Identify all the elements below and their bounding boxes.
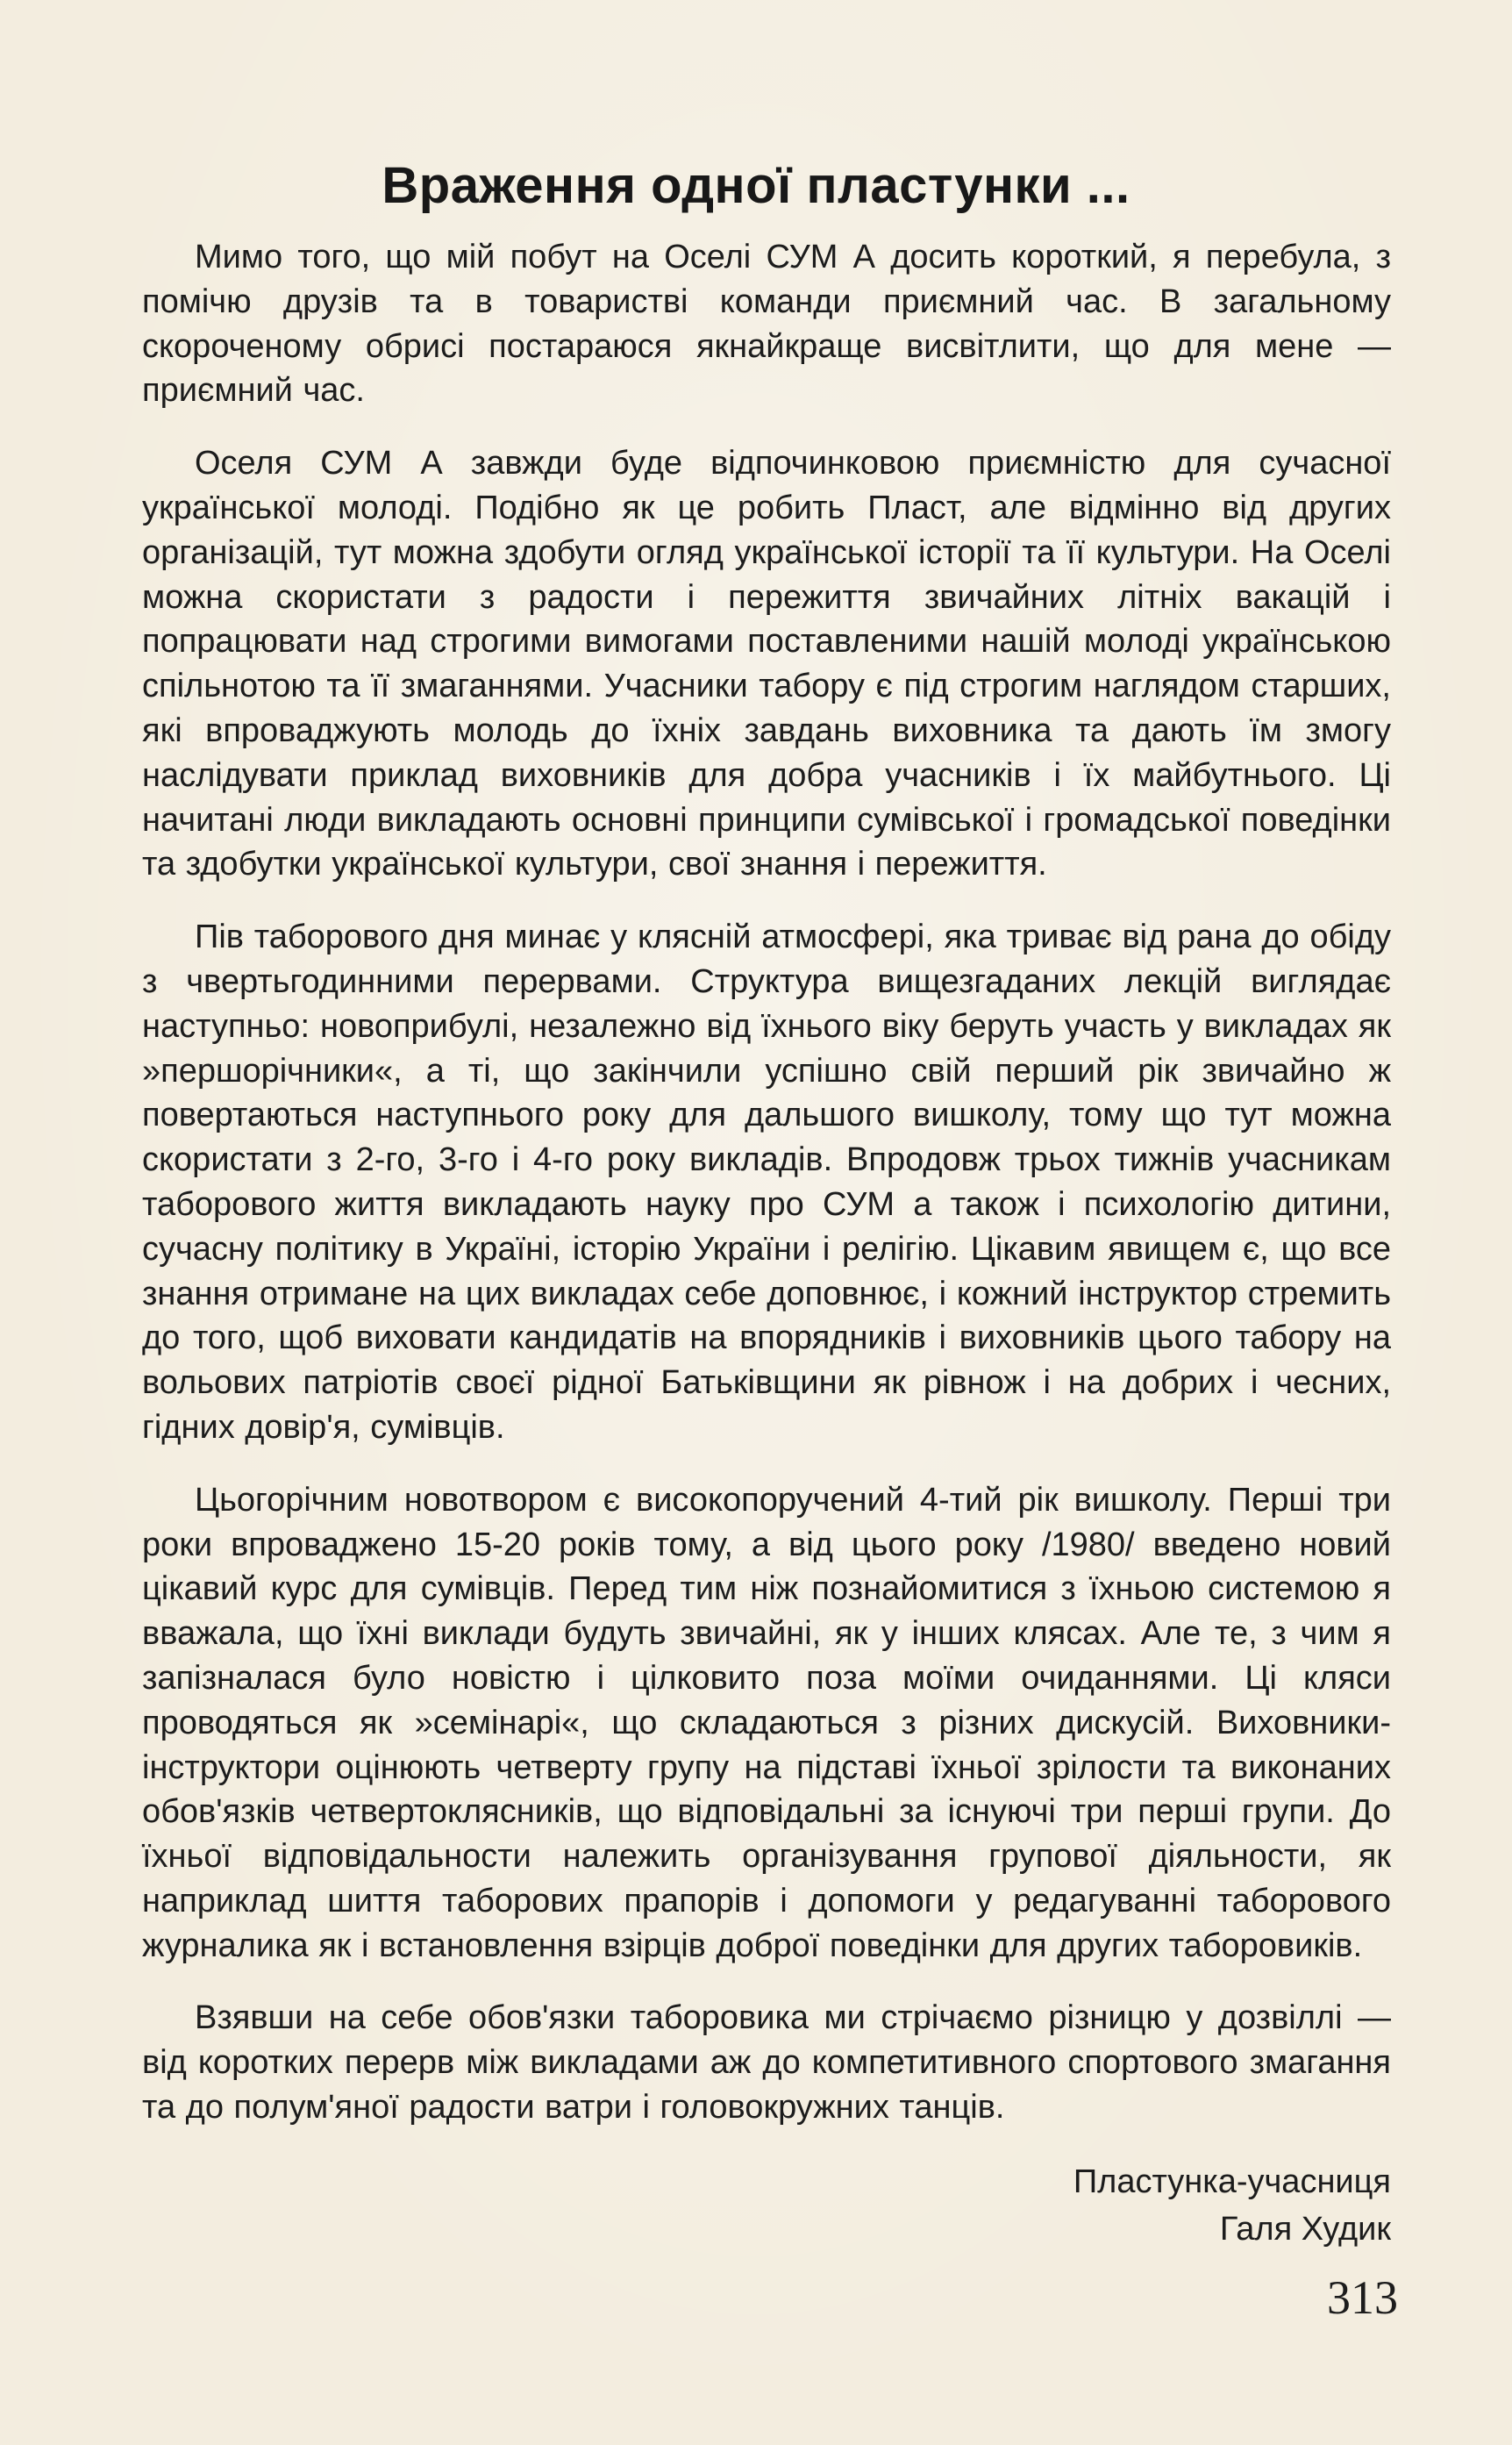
author-name: Галя Худик [1219, 2211, 1391, 2248]
paragraph-3: Пів таборового дня минає у клясній атмосфері, яка триває від рана до обіду з чвертьгодинними перервами. Структура вищезгаданих лекцій виглядає наступньо: новоприбулі, незалежно від їхнього віку беруть участь у викладах як »першорічники«, а ті, що закінчили успішно свій перший рік звичайно ж повертаються наступнього року для дальшого вишколу, тому що тут можна скористати з 2-го, 3-го і 4-го року викладів. Впродовж трьох тижнів учасникам таборового життя викладають науку про СУМ а також і психологію дитини, сучасну політику в Україні, історію України і релігію. Цікавим явищем є, що все знання отримане на цих викладах себе доповнює, і кожний інструктор стремить до того, щоб виховати кандидатів на впорядників і виховників цього табору на вольових патріотів своєї рідної Батьківщини як рівнож і на добрих і чесних, гідних довір'я, сумівців. [142, 919, 1391, 1446]
article-body [142, 235, 1391, 2158]
paragraph-2: Оселя СУМ А завжди буде відпочинковою приємністю для сучасної української молоді. Подібно як це робить Пласт, але відмінно від других організацій, тут можна здобути огляд української історії та її культури. На Оселі можна скористати з радости і пережиття звичайних літніх вакацій і попрацювати над строгими вимогами поставленими нашій молоді українською спільнотою та її змаганнями. Учасники табору є під строгим наглядом старших, які впроваджують молодь до їхніх завдань виховника та дають їм змогу наслідувати приклад виховників для добра учасників і їх майбутнього. Ці начитані люди викладають основні принципи сумівської і громадської поведінки та здобутки української культури, свої знання і пережиття. [142, 445, 1391, 883]
author-role: Пластунка-учасниця [1073, 2163, 1391, 2200]
paragraph-5: Взявши на себе обов'язки таборовика ми стрічаємо різницю у дозвіллі — від коротких перерв між викладами аж до компетитивного спортового змагання та до полум'яної радости ватри і головокружних танців. [142, 1999, 1391, 2127]
author-signature [1073, 2158, 1391, 2253]
page-number: 313 [1327, 2271, 1398, 2324]
paragraph-1: Мимо того, що мій побут на Оселі СУМ А досить короткий, я перебула, з помічю друзів та в товаристві команди приємний час. В загальному скороченому обрисі постараюся якнайкраще висвітлити, що для мене — приємний час. [142, 239, 1391, 410]
paragraph-4: Цьогорічним новотвором є високопоручений 4-тий рік вишколу. Перші три роки впроваджено 15-20 років тому, а від цього року /1980/ введено новий цікавий курс для сумівців. Перед тим ніж познайомитися з їхньою системою я вважала, що їхні виклади будуть звичайні, як у інших клясах. Але те, з чим я запізналася було новістю і цілковито поза моїми очиданнями. Ці кляси проводяться як »семінарі«, що складаються з різних дискусій. Виховники-інструктори оцінюють четверту групу на підставі їхньої зрілости та виконаних обов'язків четвертоклясників, що відповідальні за існуючі три перші групи. До їхньої відповідальности належить організування групової діяльности, як наприклад шиття таборових прапорів і допомоги у редагуванні таборового журналика як і встановлення взірців доброї поведінки для других таборовиків. [142, 1481, 1391, 1964]
article-title: Враження одної пластунки ... [382, 157, 1130, 214]
